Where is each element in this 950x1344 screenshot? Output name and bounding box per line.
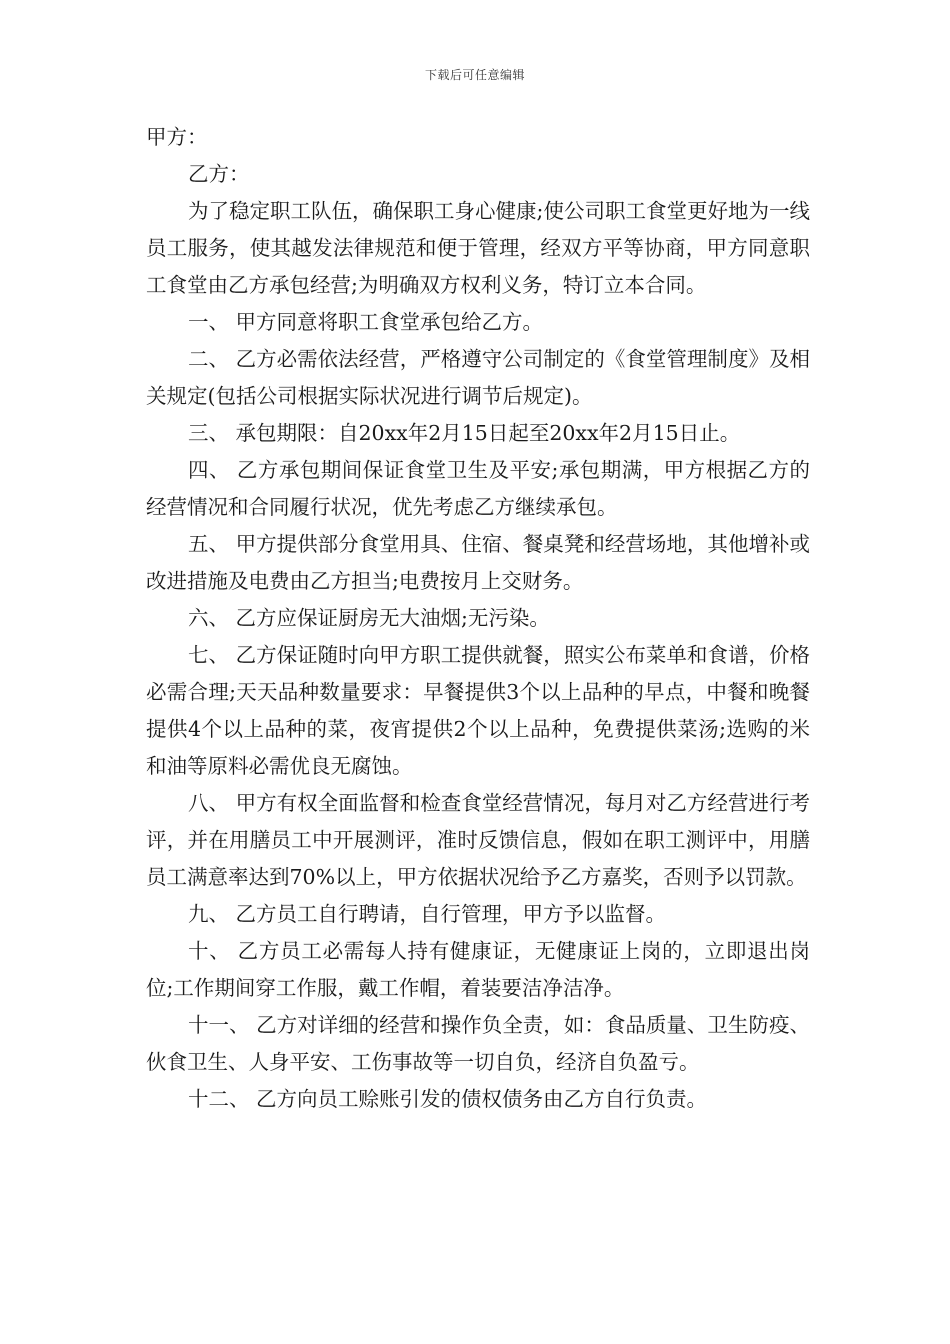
clause-1: 一、 甲方同意将职工食堂承包给乙方。 bbox=[188, 310, 544, 334]
clause-3: 三、 承包期限：自20xx年2月15日起至20xx年2月15日止。 bbox=[188, 421, 741, 445]
clause-4: 四、 乙方承包期间保证食堂卫生及平安;承包期满，甲方根据乙方的经营情况和合同履行状况，优先考虑乙方继续承包。 bbox=[146, 458, 810, 519]
party-a-line: 甲方： bbox=[146, 125, 208, 149]
preamble-paragraph: 为了稳定职工队伍，确保职工身心健康;使公司职工食堂更好地为一线员工服务，使其越发法律规范和便于管理，经双方平等协商，甲方同意职工食堂由乙方承包经营;为明确双方权利义务，特订立本合同。 bbox=[146, 199, 810, 297]
party-b-line: 乙方： bbox=[188, 162, 250, 186]
clause-10: 十、 乙方员工必需每人持有健康证，无健康证上岗的，立即退出岗位;工作期间穿工作服，戴工作帽，着装要洁净洁净。 bbox=[146, 939, 810, 1000]
clause-9: 九、 乙方员工自行聘请，自行管理，甲方予以监督。 bbox=[188, 902, 667, 926]
clause-2: 二、 乙方必需依法经营，严格遵守公司制定的《食堂管理制度》及相关规定(包括公司根据实际状况进行调节后规定)。 bbox=[146, 347, 810, 408]
clause-8: 八、 甲方有权全面监督和检查食堂经营情况，每月对乙方经营进行考评，并在用膳员工中开展测评，准时反馈信息，假如在职工测评中，用膳员工满意率达到70%以上，甲方依据状况给予乙方嘉奖，否则予以罚款。 bbox=[146, 791, 810, 889]
clause-5: 五、 甲方提供部分食堂用具、住宿、餐桌凳和经营场地，其他增补或改进措施及电费由乙方担当;电费按月上交财务。 bbox=[146, 532, 810, 593]
header-note: 下载后可任意编辑 bbox=[424, 68, 525, 82]
document-body bbox=[146, 119, 810, 1118]
clause-7: 七、 乙方保证随时向甲方职工提供就餐，照实公布菜单和食谱，价格必需合理;天天品种数量要求：早餐提供3个以上品种的早点，中餐和晚餐提供4个以上品种的菜，夜宵提供2个以上品种，免费提供菜汤;选购的米和油等原料必需优良无腐蚀。 bbox=[146, 643, 810, 778]
clause-11: 十一、 乙方对详细的经营和操作负全责，如：食品质量、卫生防疫、伙食卫生、人身平安、工伤事故等一切自负，经济自负盈亏。 bbox=[146, 1013, 810, 1074]
clause-12: 十二、 乙方向员工赊账引发的债权债务由乙方自行负责。 bbox=[188, 1087, 708, 1111]
clause-6: 六、 乙方应保证厨房无大油烟;无污染。 bbox=[188, 606, 550, 630]
